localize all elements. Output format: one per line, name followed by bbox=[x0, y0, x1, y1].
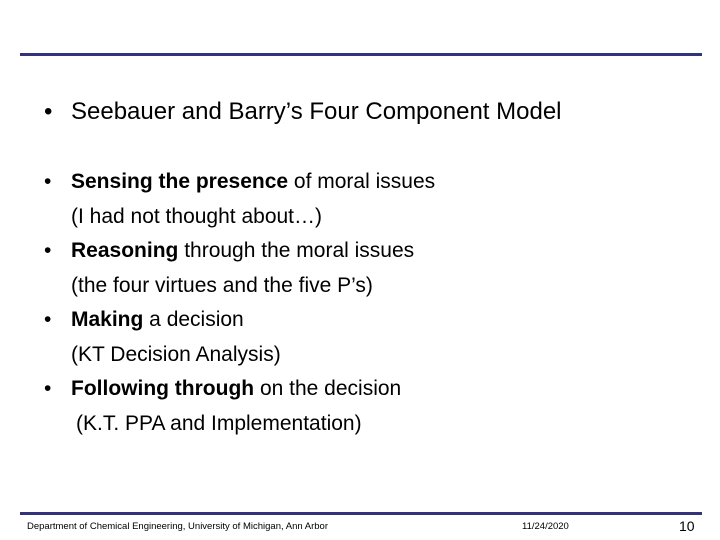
item-bold-text: Making bbox=[71, 308, 144, 331]
item-bold-text: Following through bbox=[71, 377, 255, 400]
bullet-marker: • bbox=[44, 239, 52, 262]
component-list bbox=[44, 165, 435, 441]
page-number: 10 bbox=[679, 518, 695, 534]
bullet-marker: • bbox=[44, 377, 52, 400]
bullet-marker: • bbox=[44, 98, 53, 125]
item-subtext: (KT Decision Analysis) bbox=[71, 342, 281, 366]
item-bold-text: Reasoning bbox=[71, 239, 179, 262]
item-text: a decision bbox=[143, 308, 244, 331]
list-item-making bbox=[44, 303, 435, 338]
list-item-following bbox=[44, 372, 435, 407]
footer-date: 11/24/2020 bbox=[522, 521, 569, 532]
list-item-reasoning bbox=[44, 234, 435, 269]
footer-institution: Department of Chemical Engineering, University of Michigan, Ann Arbor bbox=[27, 521, 328, 532]
list-item-sensing bbox=[44, 165, 435, 200]
item-text: through the moral issues bbox=[178, 239, 415, 262]
slide-heading bbox=[44, 97, 562, 127]
item-subtext: (K.T. PPA and Implementation) bbox=[76, 411, 362, 435]
heading-text: Seebauer and Barry’s Four Component Model bbox=[71, 98, 562, 125]
bullet-marker: • bbox=[44, 308, 52, 331]
top-divider bbox=[20, 53, 702, 56]
bottom-divider bbox=[20, 512, 702, 515]
item-text: of moral issues bbox=[288, 170, 436, 193]
item-text: on the decision bbox=[254, 377, 402, 400]
item-subtext: (the four virtues and the five P’s) bbox=[71, 273, 373, 297]
item-bold-text: Sensing the presence bbox=[71, 170, 289, 193]
item-subtext: (I had not thought about…) bbox=[71, 204, 323, 228]
bullet-marker: • bbox=[44, 170, 52, 193]
